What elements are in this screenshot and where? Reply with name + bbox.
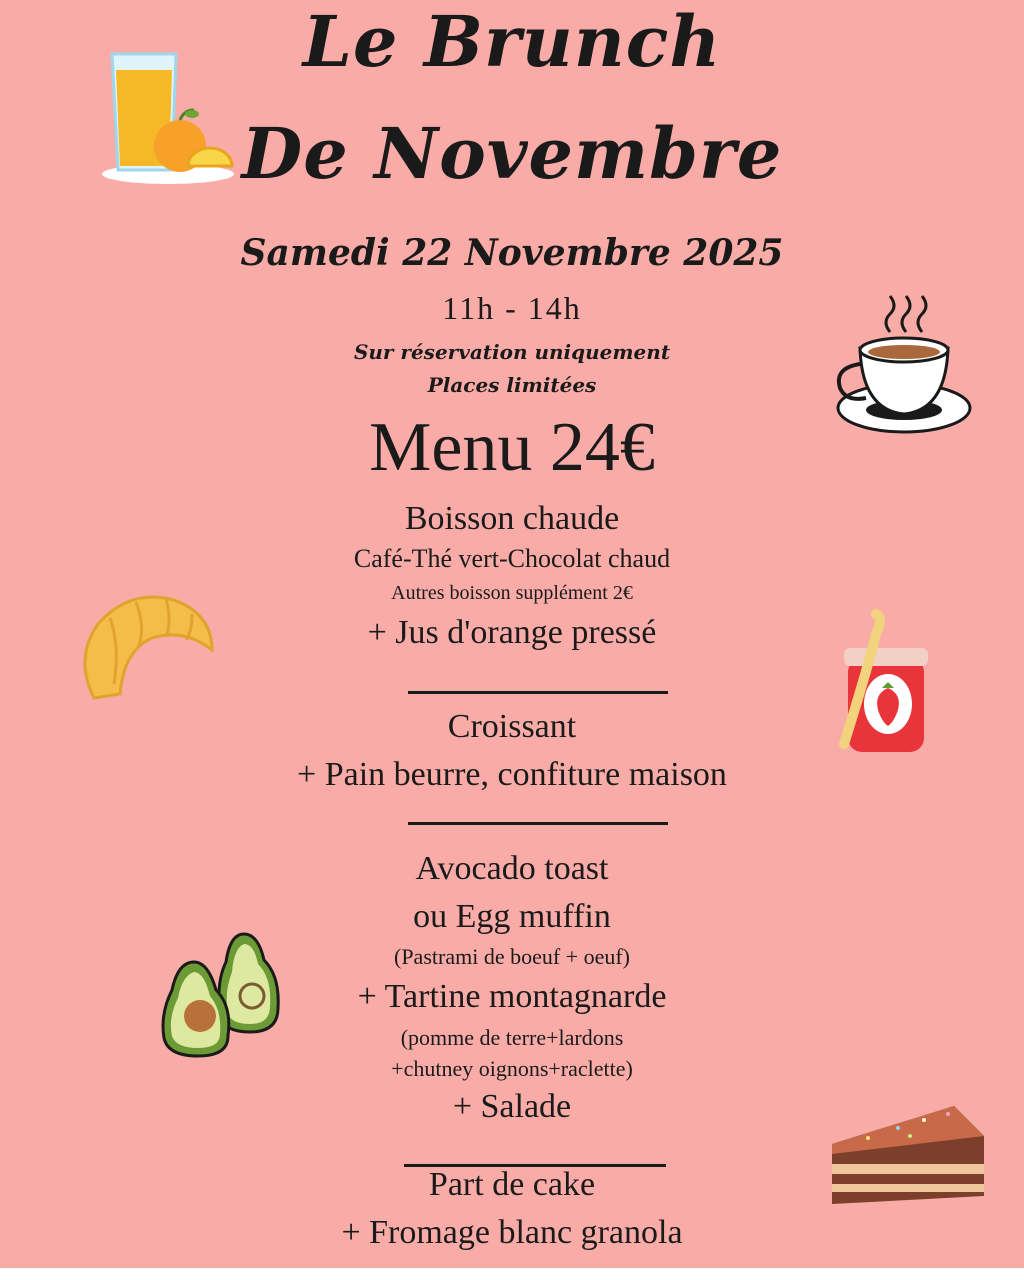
croissant-heading: Croissant bbox=[447, 708, 577, 745]
bread-item: + Pain beurre, confiture maison bbox=[297, 756, 727, 793]
cake-heading: Part de cake bbox=[428, 1166, 596, 1203]
bottom-edge bbox=[0, 1268, 1024, 1280]
drinks-heading: Boisson chaude bbox=[404, 500, 620, 537]
egg-muffin-item: ou Egg muffin bbox=[413, 898, 611, 935]
tartine-item: + Tartine montagnarde bbox=[357, 978, 667, 1015]
tartine-note-2: +chutney oignons+raclette) bbox=[391, 1056, 633, 1081]
limited-places-note: Places limitées bbox=[427, 373, 597, 397]
event-hours: 11h - 14h bbox=[442, 290, 582, 326]
avocado-toast-item: Avocado toast bbox=[415, 850, 609, 887]
orange-juice-icon bbox=[100, 48, 242, 188]
cake-slice-icon bbox=[828, 1100, 988, 1208]
event-date: Samedi 22 Novembre 2025 bbox=[240, 232, 784, 274]
menu-price-title: Menu 24€ bbox=[369, 409, 655, 486]
drinks-extra: Autres boisson supplément 2€ bbox=[391, 582, 633, 604]
section-divider bbox=[408, 822, 668, 825]
tartine-note-1: (pomme de terre+lardons bbox=[400, 1025, 624, 1050]
juice-item: + Jus d'orange pressé bbox=[367, 614, 657, 651]
fromage-item: + Fromage blanc granola bbox=[341, 1214, 683, 1251]
coffee-cup-icon bbox=[830, 292, 975, 440]
jam-jar-icon bbox=[834, 608, 930, 758]
reservation-note: Sur réservation uniquement bbox=[353, 340, 671, 364]
salad-item: + Salade bbox=[452, 1088, 572, 1125]
croissant-icon bbox=[74, 588, 216, 710]
egg-muffin-note: (Pastrami de boeuf + oeuf) bbox=[394, 944, 630, 969]
poster-title-line1: Le Brunch bbox=[302, 0, 722, 83]
section-divider bbox=[408, 691, 668, 694]
avocado-icon bbox=[160, 930, 282, 1058]
poster-title-line2: De Novembre bbox=[241, 112, 783, 195]
drinks-options: Café-Thé vert-Chocolat chaud bbox=[353, 544, 671, 573]
